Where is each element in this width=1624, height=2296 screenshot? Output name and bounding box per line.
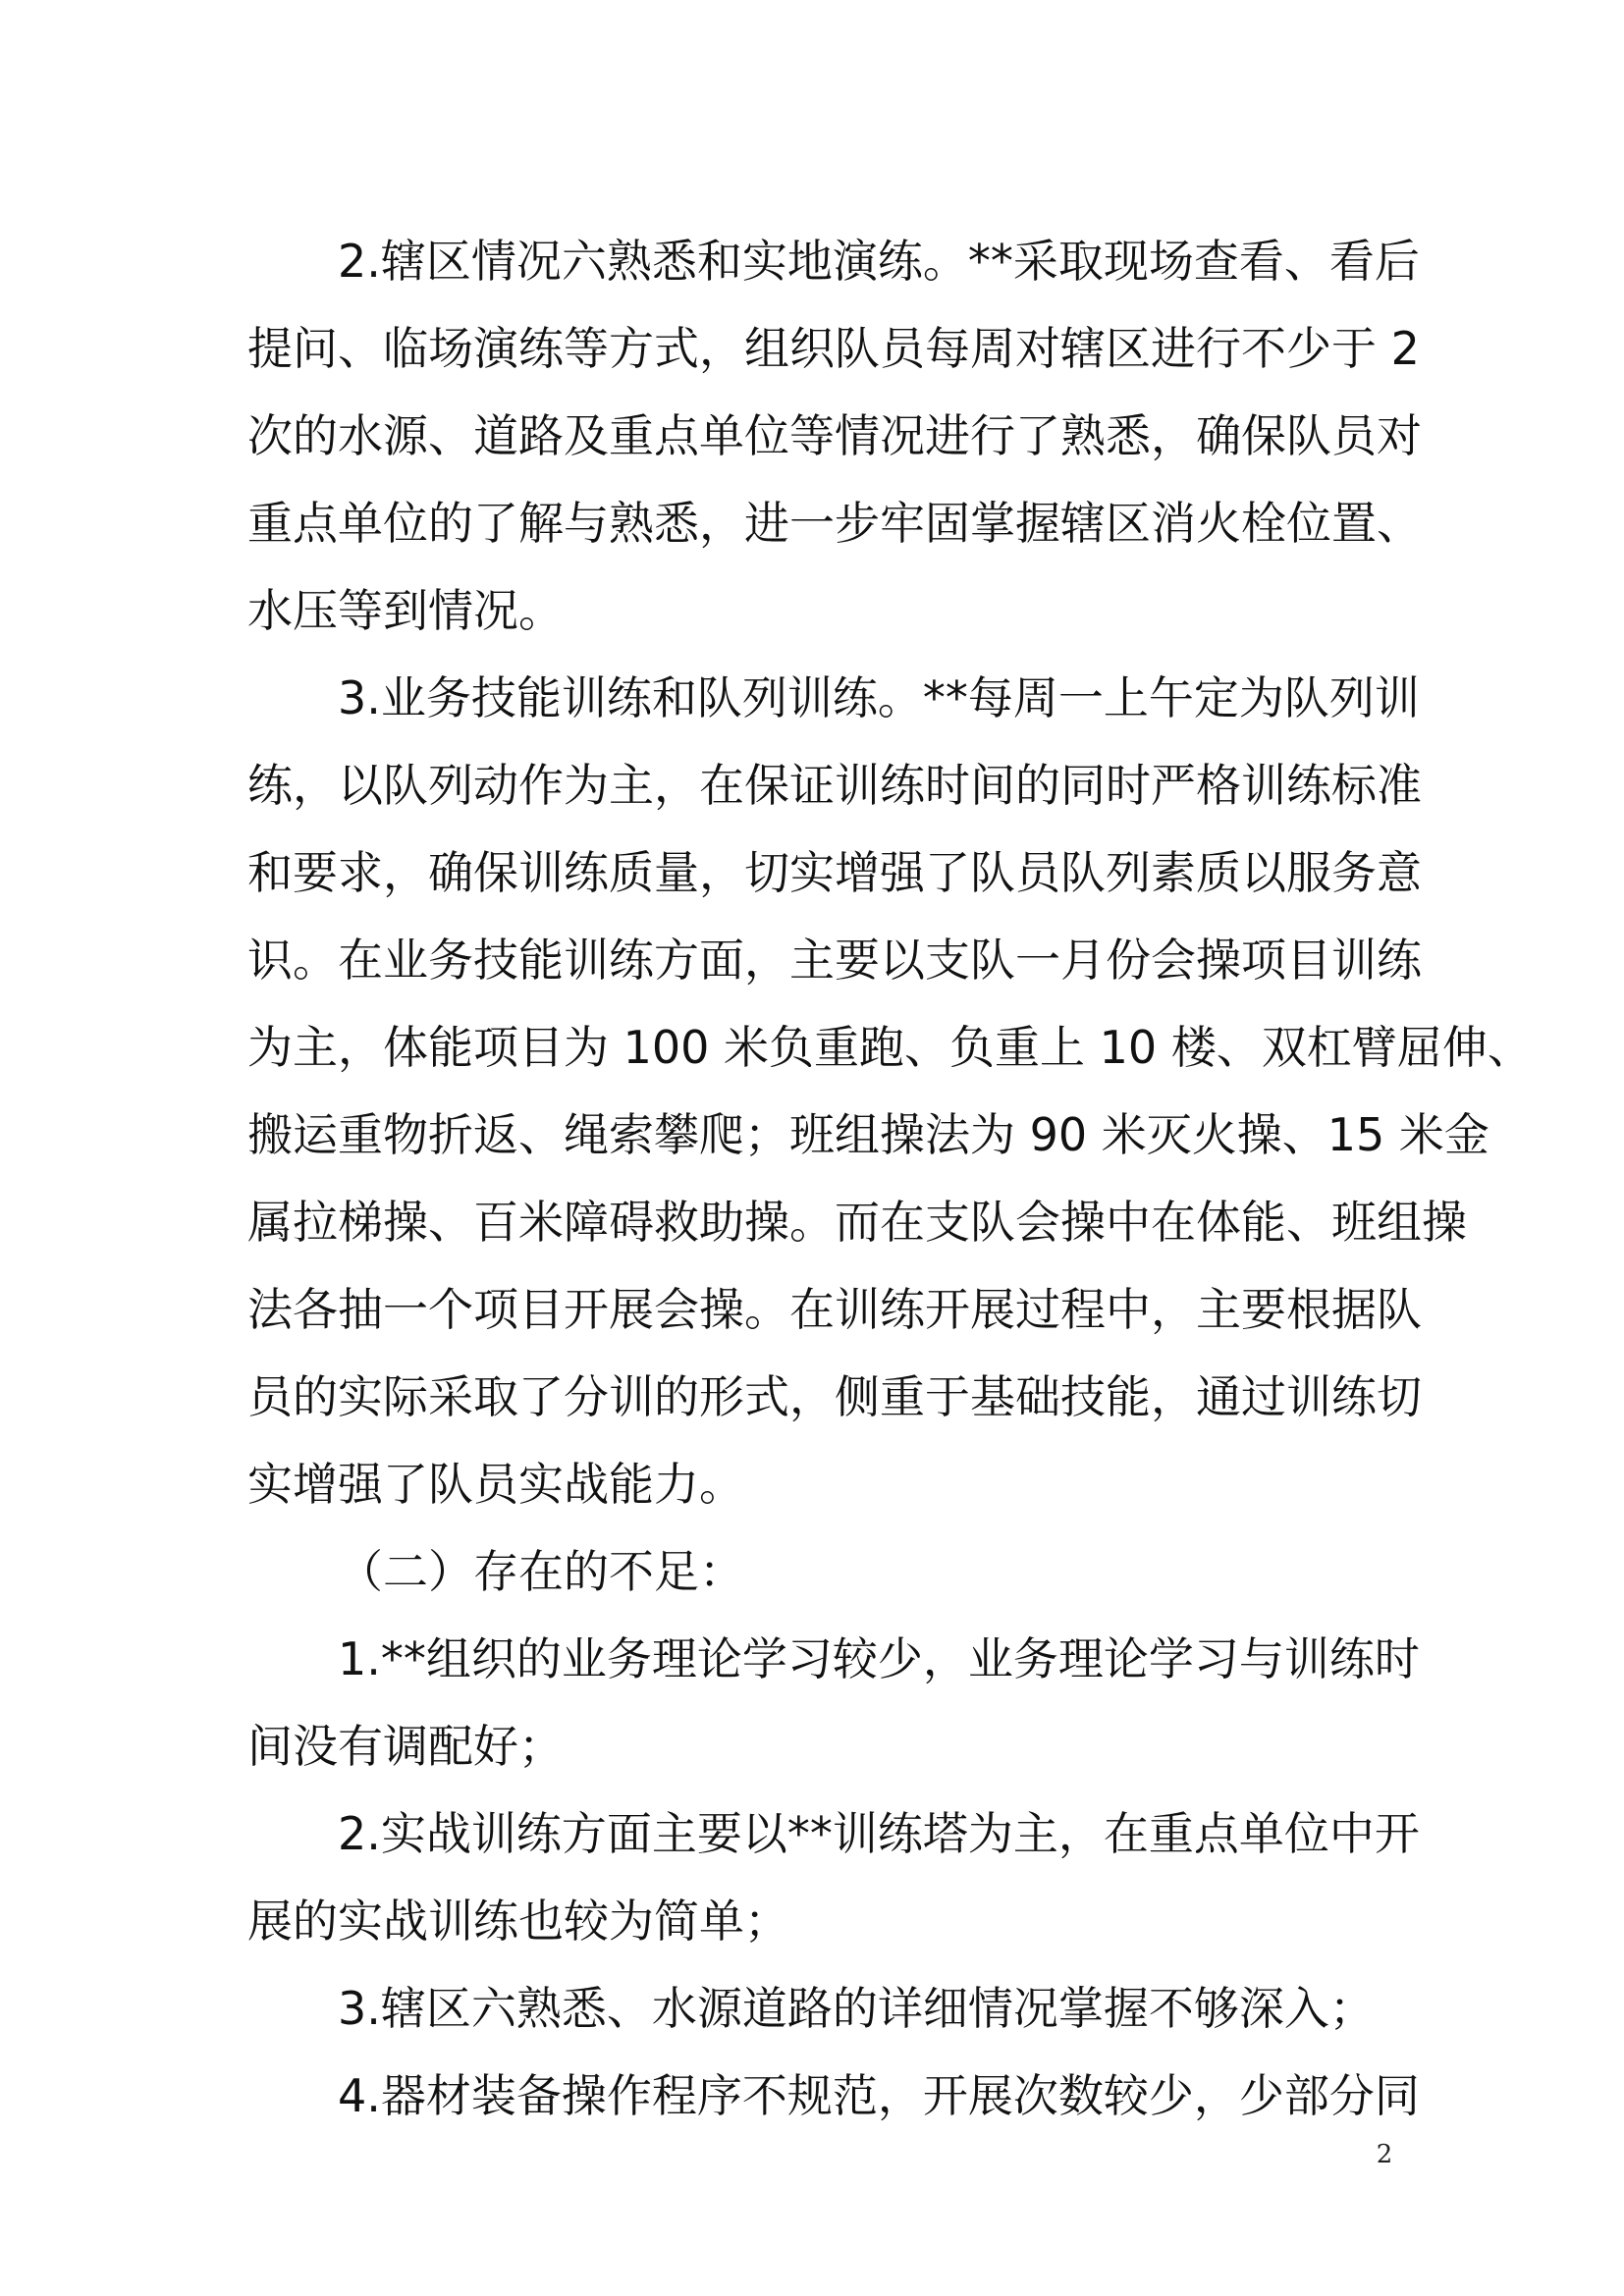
text-line: 1.**组织的业务理论学习较少，业务理论学习与训练时 <box>338 1632 1420 1685</box>
text-line: 法各抽一个项目开展会操。在训练开展过程中，主要根据队 <box>247 1283 1422 1336</box>
text-line: 员的实际采取了分训的形式，侧重于基础技能，通过训练切 <box>247 1370 1422 1423</box>
text-line: 实增强了队员实战能力。 <box>247 1458 744 1511</box>
text-line: 为主，体能项目为 100 米负重跑、负重上 10 楼、双杠臂屈伸、 <box>247 1021 1533 1074</box>
text-line: 和要求，确保训练质量，切实增强了队员队列素质以服务意 <box>247 846 1422 899</box>
page-number: 2 <box>1376 2140 1393 2169</box>
text-line: 3.业务技能训练和队列训练。**每周一上午定为队列训 <box>338 671 1420 724</box>
section-heading: （二）存在的不足： <box>338 1545 744 1598</box>
text-line: 搬运重物折返、绳索攀爬；班组操法为 90 米灭火操、15 米金 <box>247 1108 1489 1161</box>
text-line: 属拉梯操、百米障碍救助操。而在支队会操中在体能、班组操 <box>247 1196 1467 1249</box>
text-line: 间没有调配好； <box>247 1720 564 1773</box>
text-line: 4.器材装备操作程序不规范，开展次数较少，少部分同 <box>338 2069 1420 2122</box>
text-line: 展的实战训练也较为简单； <box>247 1895 789 1948</box>
text-line: 练，以队列动作为主，在保证训练时间的同时严格训练标准 <box>247 759 1422 812</box>
text-line: 水压等到情况。 <box>247 584 564 637</box>
text-line: 2.辖区情况六熟悉和实地演练。**采取现场查看、看后 <box>338 235 1420 288</box>
text-line: 次的水源、道路及重点单位等情况进行了熟悉，确保队员对 <box>247 409 1422 462</box>
text-line: 3.辖区六熟悉、水源道路的详细情况掌握不够深入； <box>338 1982 1375 2035</box>
text-line: 2.实战训练方面主要以**训练塔为主，在重点单位中开 <box>338 1807 1420 1860</box>
text-line: 重点单位的了解与熟悉，进一步牢固掌握辖区消火栓位置、 <box>247 497 1422 550</box>
text-line: 提问、临场演练等方式，组织队员每周对辖区进行不少于 2 <box>247 322 1420 375</box>
text-line: 识。在业务技能训练方面，主要以支队一月份会操项目训练 <box>247 934 1422 987</box>
document-body <box>247 218 1533 2140</box>
